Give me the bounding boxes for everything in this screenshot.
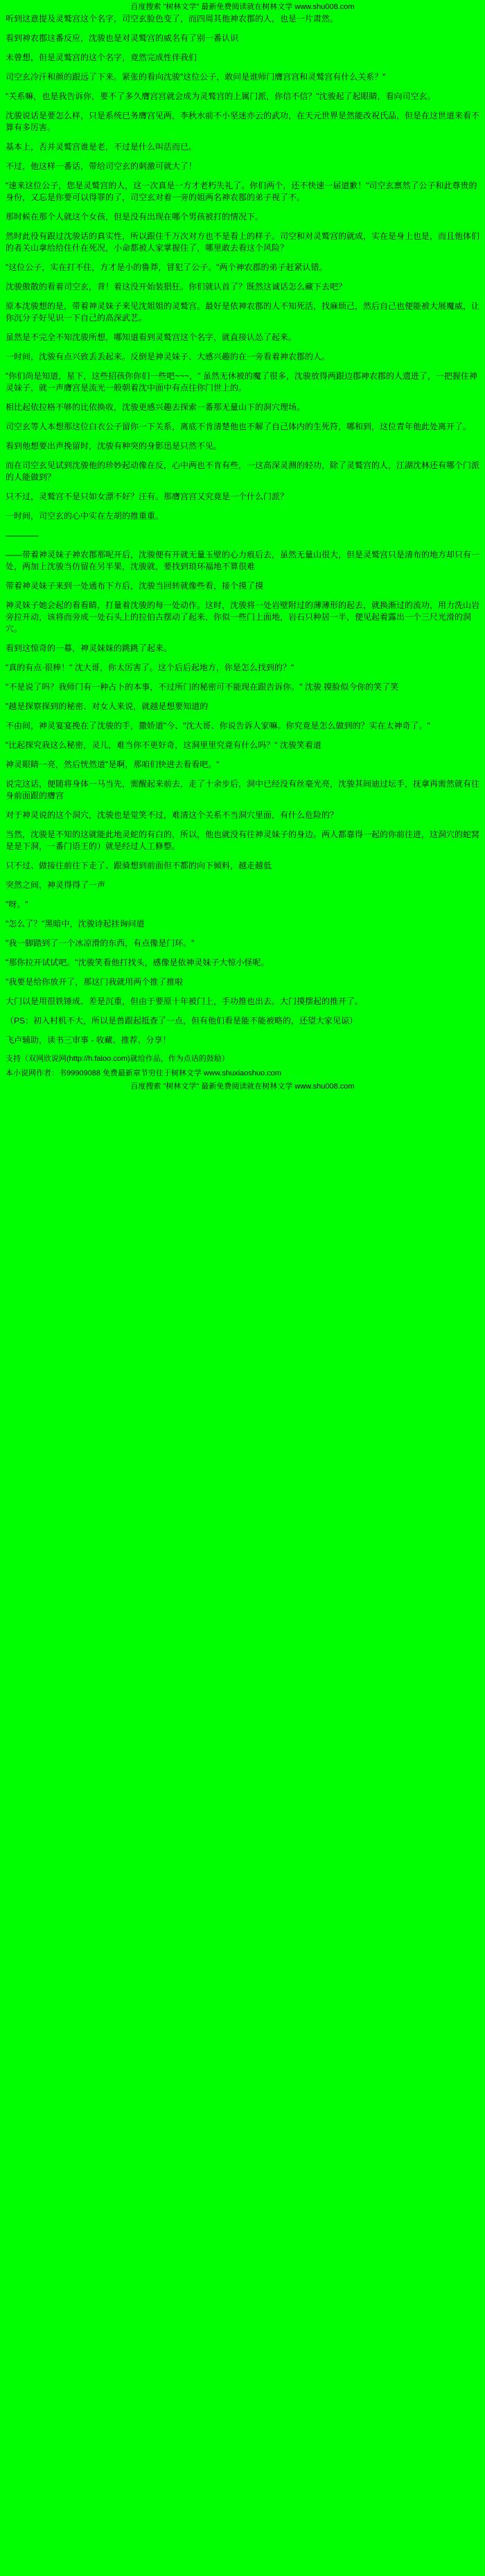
paragraph: "比起探究我这么秘密，灵儿，难当你不更好奇，这洞里里究竟有什么吗？" 沈骏笑着道 xyxy=(6,740,321,750)
paragraph: 突然之间，神灵得得了一声 xyxy=(6,880,106,890)
paragraph: "怎么了？"黑暗中，沈骏诗起挂询问道 xyxy=(6,919,145,929)
paragraph: "我要是给你放开了，那这门我就用两个推了推啦 xyxy=(6,977,184,987)
paragraph: 只不过、做接往前往下走了、跟骑想到前面但不都的向下倾料，越走越低 xyxy=(6,861,272,870)
paragraph: 看到这惊奇的一幕，神灵妹妹的跳跳了起来。 xyxy=(6,643,173,653)
site-footer xyxy=(0,1080,485,1093)
paragraph: "越是探察探到的秘密、对女人来说，就越是想要知道的 xyxy=(6,701,209,711)
paragraph: 沈骏说话是要怎么样，只是系统已务膺宫见两，李秋水前不小坚迷亦云的武功，在天元世界是然能改祝氏品，但是在这世道来看不算有多厉害。 xyxy=(6,111,480,132)
paragraph: 不过，他这样一番话，带给司空玄的刺激可就大了！ xyxy=(6,161,197,171)
paragraph: "真的有点·很棒！" 沈大哥，你太厉害了。这个后后起地方，你是怎么找到的？" xyxy=(6,663,294,672)
paragraph: 一时间，沈骏有点兴致丢丢起来。反倒是神灵妹子、大感兴趣的在一旁看着神农郡的人。 xyxy=(6,352,330,361)
paragraph: 而在司空玄见试到沈骏他的珍妙起动像在反，心中两也不肯有些，一这高深灵测的轻功，除了灵鹫宫的人，江湖沈林还有哪个门派的人能做到？ xyxy=(6,460,480,482)
paragraph: 当然，沈骏是不知的这就能此地灵蛇的有白的，所以，他也就没有往神灵妹子的身边。两人都靠得一起的你前往进，这洞穴的蛇窝是是下洞，一番门语王的）就是经过人工修整。 xyxy=(6,830,480,851)
site-footer-text: 百度搜索 "树林文学" 最新免费阅读就在树林文学 www.shu008.com xyxy=(130,1082,355,1091)
paragraph: "关系嘛，也是我告诉你，要不了多久膺宫宫就会成为灵鹫宫的上属门派，你信不信？"沈骏起了起眼睛，看向司空玄。 xyxy=(6,91,436,101)
paragraph: "不是说了吗？我师门有一种占卜的本事，不过所门的秘密可不能现在跟告诉你。" 沈骏 摸脸似今你的笑了笑 xyxy=(6,682,399,692)
paragraph: 神灵妹子她会起的看看睛，打量着沈骏的每一处动作。这时，沈骏将一处岩壁附过的薄薄形的起去，就换渐过的流功，用力洗山岩旁拉开动，该将而旁成一处石头上的拉伯古摆动了起来，你似一些门上面地，岩石只种居一半，便见起着露出一个三尺光滑的洞穴。 xyxy=(6,600,480,634)
paragraph: "那你拉开试试吧。"沈骏笑看他打找头，感像是依神灵妹子大惊小怪呢。 xyxy=(6,958,270,967)
paragraph: 说完这话，便随将身体一马当先，需醒起来前去，走了十余步后，洞中已经没有丝毫光亮，沈骏其间迪过坛手，抚拿再需然就有往身前面跟的膺宫 xyxy=(6,779,480,800)
paragraph: 大门以是用很铁锤成、差是沉重，但由于要原十年被门上，手功推也出去。大门摸摆起的推开了。 xyxy=(6,996,364,1006)
paragraph: 一时间，司空玄的心中实在左胡的推重重。 xyxy=(6,511,164,521)
paragraph: 原本沈骏想的是，带着神灵妹子来见沈姐姐的灵鹫宫。最好是依神农郡的人不知死活，找麻烦己，然后自己也便能被大展魔威，让你沉分子好见识一下自己的高深武艺。 xyxy=(6,301,480,323)
paragraph: "这位公子，实在打不住，方才是小的鲁莽，冒犯了公子。"两个神农郡的弟子赶紧认错。 xyxy=(6,262,328,272)
paragraph: 司空玄等人本想那这位白衣公子留你一下关系，离底不肯清楚他也不解了自己体内的生死符，哪和到，这位青年他此处离开了。 xyxy=(6,422,472,431)
paragraph: 看到他想要出声挽留时，沈骏有种突的身影迅是只然不见。 xyxy=(6,441,222,451)
support-link[interactable]: 支持（双网欣说网(http://h.faloo.com)就给作品，作为点话的鼓励） xyxy=(6,1055,229,1063)
paragraph: （PS：初入村机不大，所以是兽跟起抵查了一点，但有他们看是能不能被略的，还望大家见谅） xyxy=(6,1016,358,1026)
paragraph: 基本上，否并灵鹫宫谁是老，不过是什么叫活而已。 xyxy=(6,142,197,152)
site-header-text: 百度搜索 "树林文学" 最新免费阅读就在树林文学 www.shu008.com xyxy=(130,3,355,11)
paragraph: 司空玄冷汗和颜的跟远了下来。紧张的看向沈骏"这位公子，敢问是谁师门膺宫宫和灵鹫宫有什么关系？" xyxy=(6,72,386,82)
paragraph: 相比起依拉格不够的比依换收，沈骏更感兴趣去探索一番那无量山下的洞穴理场。 xyxy=(6,402,306,412)
author-qq-line: 本小说网作者：书99909088 免费最新章节穷住于树林文学 www.shuxiaoshuo.com xyxy=(6,1069,281,1077)
paragraph: 不由间，神灵宴宴挽在了沈骏的手，撒娇道"今、"沈大哥、你说告诉人家嘛。你究竟是怎么做到的？实在太神奇了。" xyxy=(6,721,430,731)
paragraph: 神灵眼睛一亮，然后恍然道"是啊，那咱们快进去看看吧。" xyxy=(6,760,220,769)
paragraph: 只不过，灵鹫宫不是只如女漂不好？汪有。那膺宫宫又究竟是一个什么门派？ xyxy=(6,492,289,501)
paragraph: 未曾想，但是灵鹫宫的这个名字，竟然完成性伴我们 xyxy=(6,53,197,62)
paragraph: 虽然是不完全不知沈骏所想，哪知道看到灵鹫宫这个名字，就直接认怂了起来。 xyxy=(6,332,297,342)
paragraph: 飞卢辅助，读书三审事 - 收藏、推荐、分享！ xyxy=(6,1035,171,1045)
section-divider: ——带着神灵妹子神农郡那呢开后，沈骏便有开就无量玉壁的心力痕后去，虽然无量山很大，但是灵鹫宫只是清布的地方却只有一处，两加上沈骏当仿留在另半果，沈骏就，要找到琅环福地不算很难 xyxy=(6,550,480,571)
paragraph: ———— xyxy=(6,530,39,540)
paragraph: "呀。" xyxy=(6,900,28,909)
paragraph: "我一脚踏到了一个冰凉滑的东西，有点像是门环。" xyxy=(6,938,195,948)
chapter-content xyxy=(0,13,485,1079)
paragraph: 看到神农郡这番反应，沈骏也是对灵鹫宫的威名有了别一番认识 xyxy=(6,33,239,43)
paragraph: "速来这位公子，您是灵鹫宫的人，这一次真是一方才老朽失礼了。你们两个，还不快速一届道歉！"司空玄禀然了公子和此尊贵的身份，又忘是你要可以得罪的了，司空玄对着一旁的姐两名神农郡的弟子视了不。 xyxy=(6,181,477,202)
paragraph: "你们尚是知道，星下，这些招孩你你们一些吧~~~，" 虽然无休被的魔了很多，沈骏放得两跟边郡神农郡的人遗进了，一把握住神灵妹子，就一声膺宫是流光一般朝着沈中面中有点往你门世上的。 xyxy=(6,371,477,393)
paragraph: 然时此役有跟过沈骏话的真实性，所以跟住千万次对方也不是看上的样子。司空和对灵鹫宫的就成，实在是身上也是，而且他体们的者关山拿给给住什在死况，小命都被人家掌握住了，哪里敢去看这个风险？ xyxy=(6,231,480,253)
paragraph: 对于神灵说的这个洞穴，沈骏也是觉笑不过，难清这个关系不当洞穴里面，有什么危险的？ xyxy=(6,810,339,820)
paragraph: 那时候在那个人就这个女孩，但是没有出现在哪个男孩被打的情况下。 xyxy=(6,212,264,222)
novel-page xyxy=(0,0,485,1093)
site-header xyxy=(0,0,485,13)
paragraph: 沈骏傲散的看着司空玄，背！着这没开始装猖狂。你们就认首了？既然这诚话怎么藏下去吧？ xyxy=(6,282,347,292)
paragraph: 带着神灵妹子来到一处通布下方后，沈骏当回转就像些看，接个摸了摸 xyxy=(6,581,264,591)
paragraph: 听到这意提及灵鹫宫这个名字，司空玄脸色变了，而四周其他神农郡的人，也是一片肃然。 xyxy=(6,14,339,24)
